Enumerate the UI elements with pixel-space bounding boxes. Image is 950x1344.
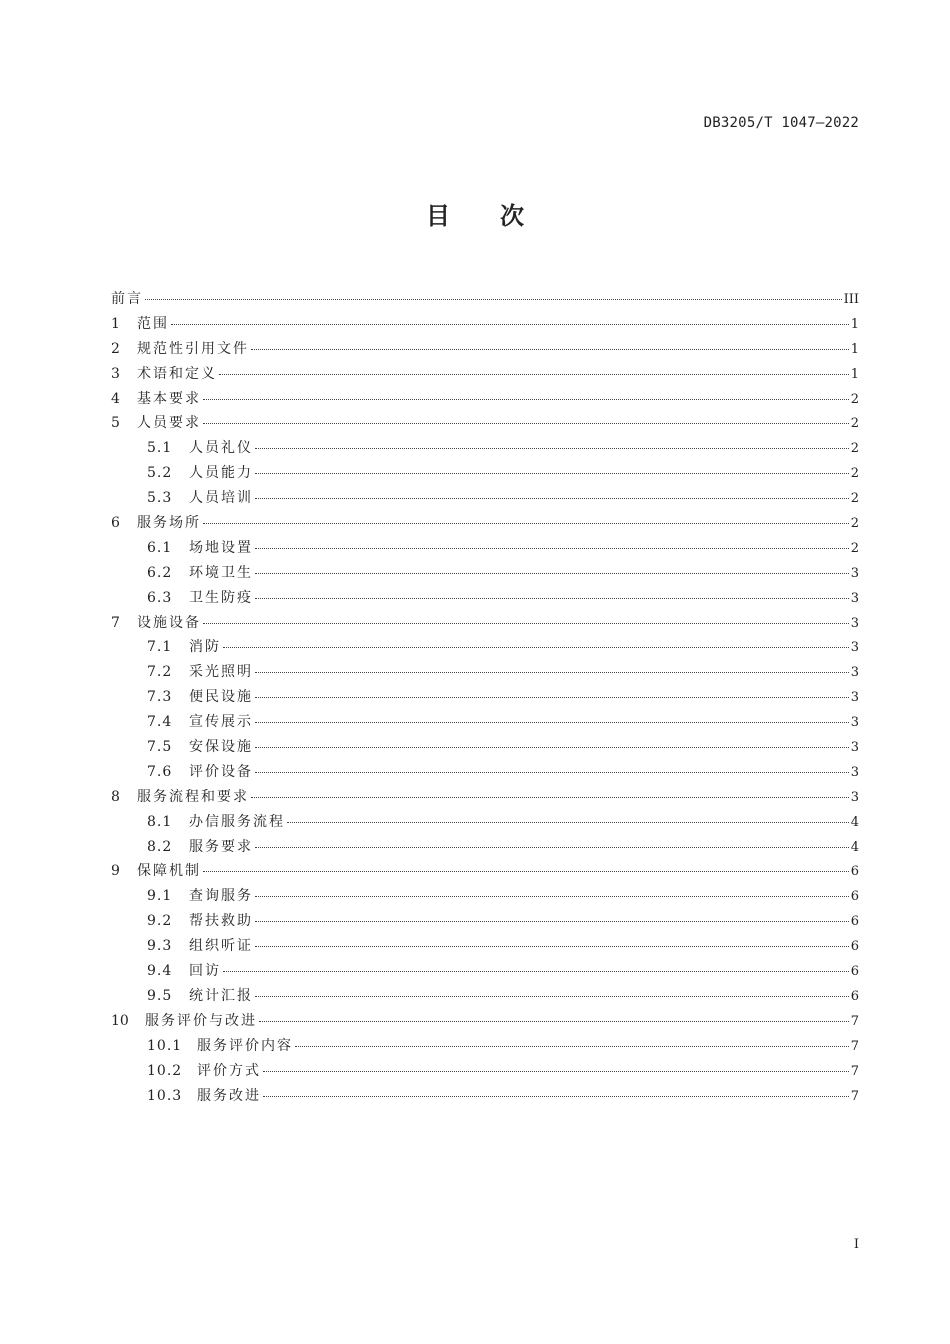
dot-leader: [255, 473, 849, 474]
toc-entry-label: 办信服务流程: [189, 813, 285, 830]
dot-leader: [203, 623, 849, 624]
dot-leader: [295, 1046, 849, 1047]
toc-entry[interactable]: [111, 711, 859, 736]
toc-entry-label: 基本要求: [137, 390, 201, 407]
toc-entry-label: 人员能力: [189, 465, 253, 482]
toc-entry-page: 6: [850, 864, 859, 880]
toc-entry[interactable]: [111, 1010, 859, 1035]
toc-entry[interactable]: [111, 562, 859, 587]
toc-entry-label: 人员要求: [137, 415, 201, 432]
toc-entry-number: 6.3: [147, 589, 173, 606]
dot-leader: [203, 423, 849, 424]
toc-entry-number: 5: [111, 415, 120, 432]
toc-entry-number: 8: [111, 788, 120, 805]
toc-entry-number: 8.1: [147, 813, 173, 830]
toc-entry-number: 9.2: [147, 913, 173, 930]
toc-entry-page: 4: [850, 839, 859, 855]
toc-entry-page: 3: [850, 690, 859, 706]
dot-leader: [255, 896, 849, 897]
toc-entry-number: 9.1: [147, 888, 173, 905]
toc-entry-number: 5.1: [147, 440, 173, 457]
toc-entry-number: 10: [111, 1012, 129, 1029]
toc-entry-number: 7.1: [147, 639, 173, 656]
dot-leader: [255, 598, 849, 599]
dot-leader: [255, 672, 849, 673]
toc-entry-page: 1: [850, 316, 859, 332]
dot-leader: [287, 822, 849, 823]
dot-leader: [171, 324, 849, 325]
toc-entry-page: 7: [850, 1063, 859, 1079]
toc-entry-label: 人员礼仪: [189, 440, 253, 457]
toc-entry-label: 回访: [189, 963, 221, 980]
toc-entry[interactable]: [111, 437, 859, 462]
dot-leader: [203, 871, 849, 872]
toc-entry-label: 规范性引用文件: [137, 340, 249, 357]
toc-entry-number: 7: [111, 614, 120, 631]
dot-leader: [251, 349, 849, 350]
toc-entry-number: 9.3: [147, 938, 173, 955]
toc-entry-label: 服务场所: [137, 515, 201, 532]
toc-entry-page: 3: [850, 740, 859, 756]
toc-entry-page: 7: [850, 1013, 859, 1029]
toc-entry-page: 3: [850, 640, 859, 656]
toc-entry[interactable]: [111, 1085, 859, 1110]
toc-entry-page: 1: [850, 366, 859, 382]
dot-leader: [255, 996, 849, 997]
toc-entry-number: 5.3: [147, 490, 173, 507]
toc-entry-number: 10.1: [147, 1037, 183, 1054]
toc-entry-label: 服务改进: [197, 1087, 261, 1104]
toc-entry-number: 7.3: [147, 689, 173, 706]
toc-entry[interactable]: [111, 512, 859, 537]
toc-entry-page: 1: [850, 341, 859, 357]
dot-leader: [255, 448, 849, 449]
toc-entry-page: 3: [850, 665, 859, 681]
toc-entry-page: 6: [850, 914, 859, 930]
toc-entry[interactable]: [111, 910, 859, 935]
toc-entry-label: 消防: [189, 639, 221, 656]
toc-entry-number: 3: [111, 365, 120, 382]
toc-entry-page: 4: [850, 814, 859, 830]
toc-entry-number: 7.5: [147, 739, 173, 756]
toc-entry-label: 组织听证: [189, 938, 253, 955]
toc-entry-label: 查询服务: [189, 888, 253, 905]
toc-entry[interactable]: [111, 1060, 859, 1085]
toc-entry-page: 3: [850, 565, 859, 581]
toc-entry-page: 2: [850, 441, 859, 457]
toc-entry-label: 评价方式: [197, 1062, 261, 1079]
toc-entry[interactable]: [111, 487, 859, 512]
toc-entry-number: 6: [111, 515, 120, 532]
toc-entry[interactable]: [111, 811, 859, 836]
toc-entry[interactable]: [111, 860, 859, 885]
dot-leader: [255, 921, 849, 922]
dot-leader: [251, 797, 849, 798]
toc-entry-label: 保障机制: [137, 863, 201, 880]
dot-leader: [223, 971, 849, 972]
toc-entry[interactable]: [111, 462, 859, 487]
toc-entry-page: 7: [850, 1088, 859, 1104]
toc-entry[interactable]: [111, 935, 859, 960]
toc-entry-number: 9.4: [147, 963, 173, 980]
dot-leader: [255, 946, 849, 947]
toc-entry-label: 术语和定义: [137, 365, 217, 382]
toc-entry-number: 6.1: [147, 539, 173, 556]
toc-entry-label: 安保设施: [189, 739, 253, 756]
toc-entry-page: 6: [850, 988, 859, 1004]
toc-entry-page: 6: [850, 939, 859, 955]
toc-entry[interactable]: [111, 686, 859, 711]
dot-leader: [255, 847, 849, 848]
toc-entry-number: 4: [111, 390, 120, 407]
toc-entry-number: 5.2: [147, 465, 173, 482]
toc-entry-page: 2: [850, 416, 859, 432]
toc-entry-label: 人员培训: [189, 490, 253, 507]
toc-entry[interactable]: [111, 761, 859, 786]
toc-entry[interactable]: [111, 288, 859, 313]
toc-entry[interactable]: [111, 985, 859, 1010]
toc-entry-number: 1: [111, 315, 120, 332]
dot-leader: [255, 697, 849, 698]
table-of-contents: [111, 288, 859, 1109]
toc-entry[interactable]: [111, 338, 859, 363]
toc-entry-page: 2: [850, 540, 859, 556]
dot-leader: [203, 523, 849, 524]
toc-entry-label: 场地设置: [189, 539, 253, 556]
toc-entry[interactable]: [111, 1035, 859, 1060]
toc-entry-label: 采光照明: [189, 664, 253, 681]
dot-leader: [263, 1071, 849, 1072]
toc-entry[interactable]: [111, 363, 859, 388]
dot-leader: [203, 399, 849, 400]
toc-entry[interactable]: [111, 960, 859, 985]
toc-entry-label: 前言: [111, 291, 143, 307]
toc-entry-page: 6: [850, 964, 859, 980]
toc-entry-number: 7.4: [147, 714, 173, 731]
page-folio: I: [853, 1237, 859, 1252]
toc-entry[interactable]: [111, 885, 859, 910]
toc-entry[interactable]: [111, 786, 859, 811]
toc-entry-number: 7.6: [147, 763, 173, 780]
toc-entry-label: 卫生防疫: [189, 589, 253, 606]
toc-entry-label: 服务评价与改进: [145, 1012, 257, 1029]
toc-entry-number: 10.3: [147, 1087, 183, 1104]
toc-title: [0, 196, 950, 231]
dot-leader: [219, 374, 849, 375]
toc-entry-page: 3: [850, 590, 859, 606]
toc-entry[interactable]: [111, 388, 859, 413]
toc-entry[interactable]: [111, 612, 859, 637]
toc-entry-number: 9: [111, 863, 120, 880]
toc-entry-label: 宣传展示: [189, 714, 253, 731]
toc-entry-page: 2: [850, 491, 859, 507]
toc-entry-page: 2: [850, 516, 859, 532]
toc-entry-number: 8.2: [147, 838, 173, 855]
toc-entry-page: 6: [850, 889, 859, 905]
toc-entry-page: 3: [850, 789, 859, 805]
dot-leader: [263, 1096, 849, 1097]
dot-leader: [223, 647, 849, 648]
toc-entry[interactable]: [111, 636, 859, 661]
dot-leader: [255, 772, 849, 773]
toc-entry-number: 10.2: [147, 1062, 183, 1079]
toc-entry-label: 便民设施: [189, 689, 253, 706]
toc-entry-label: 环境卫生: [189, 564, 253, 581]
toc-entry-page: III: [843, 292, 859, 307]
dot-leader: [259, 1021, 849, 1022]
standard-code: DB3205/T 1047—2022: [703, 115, 859, 131]
toc-entry-label: 评价设备: [189, 763, 253, 780]
toc-entry[interactable]: [111, 412, 859, 437]
toc-entry-page: 3: [850, 764, 859, 780]
toc-entry-number: 7.2: [147, 664, 173, 681]
toc-entry-number: 9.5: [147, 987, 173, 1004]
toc-entry-number: 2: [111, 340, 120, 357]
toc-title-char-1: 目: [426, 202, 450, 230]
dot-leader: [145, 299, 842, 300]
toc-entry-page: 7: [850, 1038, 859, 1054]
toc-entry[interactable]: [111, 661, 859, 686]
toc-entry[interactable]: [111, 587, 859, 612]
toc-entry-label: 设施设备: [137, 614, 201, 631]
dot-leader: [255, 747, 849, 748]
toc-entry-page: 3: [850, 615, 859, 631]
dot-leader: [255, 548, 849, 549]
dot-leader: [255, 498, 849, 499]
dot-leader: [255, 722, 849, 723]
toc-title-char-2: 次: [500, 202, 524, 230]
toc-entry-label: 帮扶救助: [189, 913, 253, 930]
dot-leader: [255, 573, 849, 574]
toc-entry[interactable]: [111, 537, 859, 562]
toc-entry-label: 服务评价内容: [197, 1037, 293, 1054]
toc-entry[interactable]: [111, 736, 859, 761]
toc-entry[interactable]: [111, 836, 859, 861]
toc-entry-number: 6.2: [147, 564, 173, 581]
toc-entry-page: 2: [850, 391, 859, 407]
toc-entry-label: 服务流程和要求: [137, 788, 249, 805]
toc-entry-page: 3: [850, 715, 859, 731]
toc-entry[interactable]: [111, 313, 859, 338]
toc-entry-label: 统计汇报: [189, 987, 253, 1004]
toc-entry-label: 服务要求: [189, 838, 253, 855]
toc-entry-label: 范围: [137, 315, 169, 332]
toc-entry-page: 2: [850, 466, 859, 482]
